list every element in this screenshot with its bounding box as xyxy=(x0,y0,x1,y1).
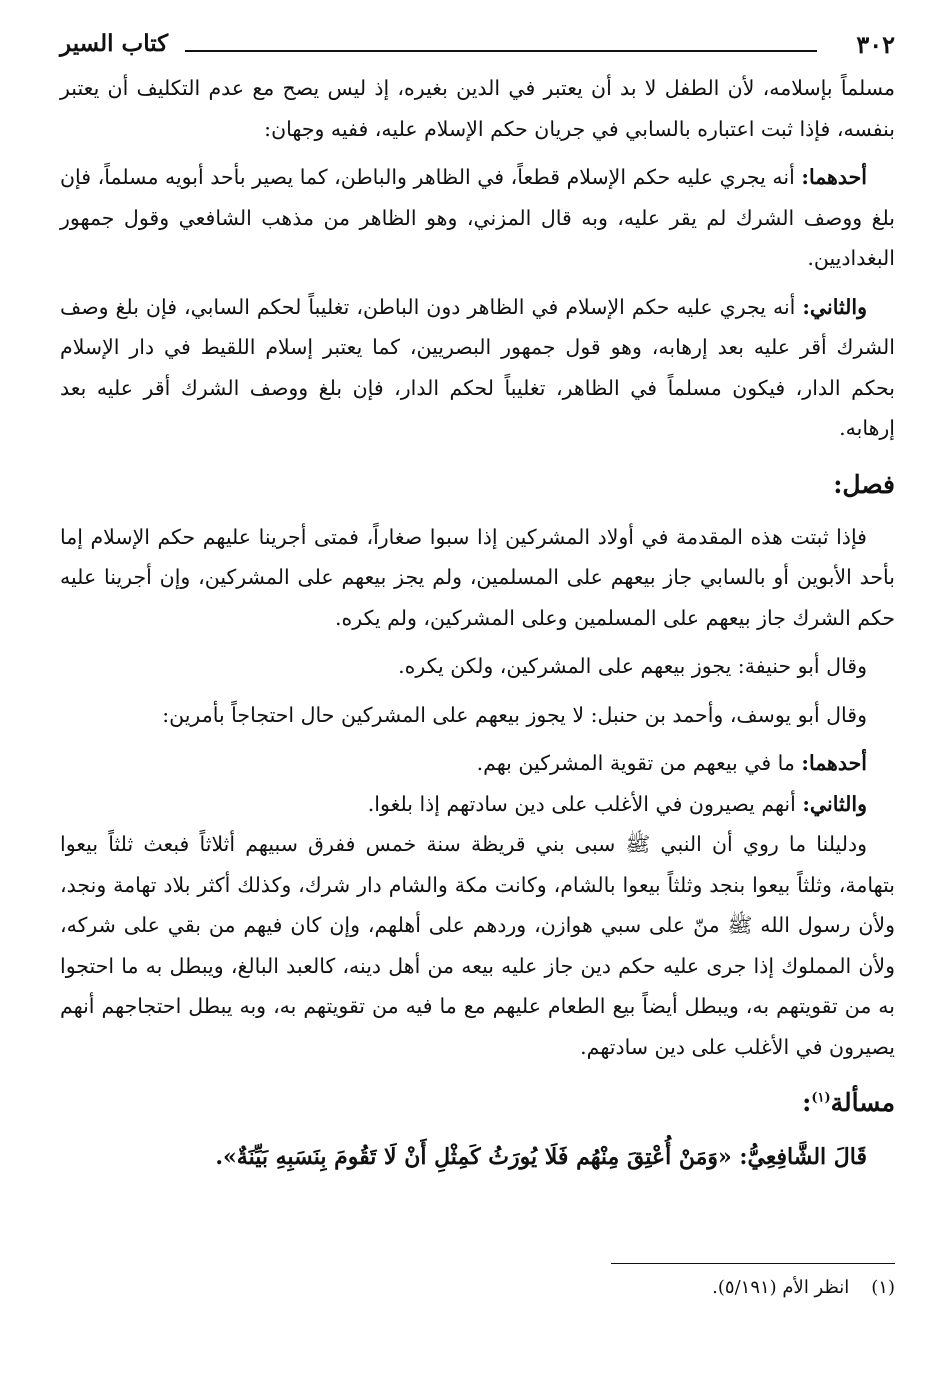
book-page xyxy=(60,28,895,1298)
shafii-quote: قَالَ الشَّافِعِيُّ: «وَمَنْ أُعْتِقَ مِنْهُم فَلَا يُورَثُ كَمِثْلِ أَنْ لَا تَقُومَ بِنَسَبِهِ بَيِّنَةٌ». xyxy=(215,1144,867,1170)
footnote-ref: (١) xyxy=(811,1090,831,1106)
paragraph-first-opinion xyxy=(60,157,895,279)
paragraph-text: أنهم يصيرون في الأغلب على دين سادتهم إذا بلغوا. xyxy=(367,791,803,816)
masala-title: مسألة xyxy=(830,1088,895,1117)
masala-colon: : xyxy=(802,1088,812,1117)
paragraph: وقال أبو حنيفة: يجوز بيعهم على المشركين، ولكن يكره. xyxy=(398,654,867,678)
paragraph-label: أحدهما: xyxy=(801,165,867,189)
paragraph-first-argument xyxy=(60,743,895,784)
masala-heading xyxy=(60,1081,895,1125)
page-header xyxy=(60,28,895,68)
section-heading: فصل: xyxy=(833,469,895,499)
footnote-number: (١) xyxy=(871,1277,895,1298)
paragraph-second-argument xyxy=(60,784,895,825)
page-body xyxy=(60,68,895,1179)
paragraph-label: أحدهما: xyxy=(801,751,867,775)
paragraph-label: والثاني: xyxy=(802,294,867,319)
header-rule xyxy=(185,50,817,52)
paragraph-text: أنه يجري عليه حكم الإسلام في الظاهر دون الباطن، تغليباً لحكم السابي، فإن بلغ وصف الشرك أقر عليه بعد إرهابه، وهو قول جمهور البصريين، كما يعتبر إسلام اللقيط في دار الإسلام بحكم الدار، فيكون مسلماً في الظاهر، تغليباً لحكم الدار، فإن بلغ ووصف الشرك أقر عليه بعد إرهابه. xyxy=(60,294,895,440)
paragraph-text: ما في بيعهم من تقوية المشركين بهم. xyxy=(476,751,802,775)
page-number: ٣٠٢ xyxy=(856,30,895,59)
paragraph: ودليلنا ما روي أن النبي ﷺ سبى بني قريظة سنة خمس ففرق سبيهم أثلاثاً فبعث ثلثاً بيعوا بتهامة، وثلثاً بيعوا بنجد وثلثاً بيعوا بالشام، وكانت مكة والشام دار شرك، وكذلك أكثر بلاد تهامة ونجد، ولأن رسول الله ﷺ منّ على سبي هوازن، وردهم على أهلهم، وإن كان فيهم من بقي على شركه، ولأن المملوك إذا جرى عليه حكم دين جاز عليه بيعه من أهل دينه، كالعبد البالغ، ويبطل به ما احتجوا به من تقويتهم به، ويبطل أيضاً بيع الطعام عليهم مع ما فيه من تقويتهم به، وبه يبطل احتجاجهم أنهم يصيرون في الأغلب على دين سادتهم. xyxy=(60,832,895,1059)
paragraph: وقال أبو يوسف، وأحمد بن حنبل: لا يجوز بيعهم على المشركين حال احتجاجاً بأمرين: xyxy=(162,702,867,727)
footnote xyxy=(712,1274,895,1302)
paragraph: فإذا ثبتت هذه المقدمة في أولاد المشركين إذا سبوا صغاراً، فمتى أجرينا عليهم حكم الإسلام إما بأحد الأبوين أو بالسابي جاز بيعهم على المسلمين، ولم يجز بيعهم على المشركين، وإن أجرينا عليه حكم الشرك جاز بيعهم على المسلمين وعلى المشركين، ولم يكره. xyxy=(60,524,895,630)
paragraph-second-opinion xyxy=(60,287,895,449)
footnote-separator xyxy=(611,1263,895,1264)
running-title: كتاب السير xyxy=(60,30,169,57)
footnote-text: انظر الأم (٥/١٩١). xyxy=(712,1277,850,1298)
paragraph-text: أنه يجري عليه حكم الإسلام قطعاً، في الظاهر والباطن، كما يصير بأحد أبويه مسلماً، فإن بلغ ووصف الشرك لم يقر عليه، وبه قال المزني، وهو الظاهر من مذهب الشافعي وقول جمهور البغداديين. xyxy=(60,165,895,270)
paragraph: مسلماً بإسلامه، لأن الطفل لا بد أن يعتبر في الدين بغيره، إذ ليس يصح مع عدم التكليف أن يعتبر بنفسه، فإذا ثبت اعتباره بالسابي في جريان حكم الإسلام عليه، ففيه وجهان: xyxy=(60,76,895,141)
paragraph-label: والثاني: xyxy=(802,791,867,816)
